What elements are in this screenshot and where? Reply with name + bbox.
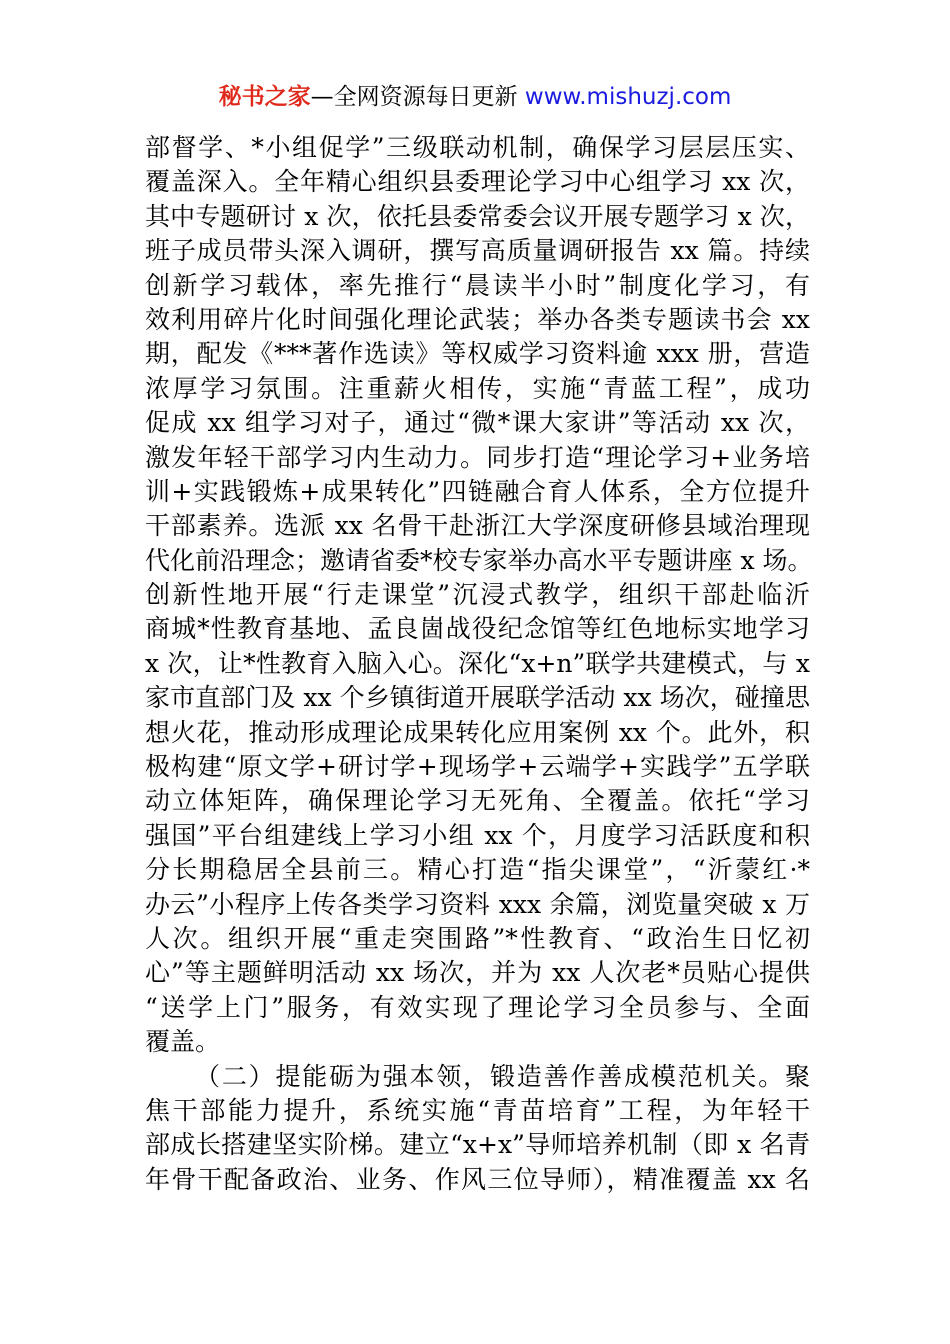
text-line: 动立体矩阵，确保理论学习无死角、全覆盖。依托“学习 (145, 786, 810, 816)
brand-name: 秘书之家 (218, 84, 311, 110)
page-header (0, 80, 950, 114)
site-url-link[interactable]: www.mishuzj.com (524, 84, 732, 110)
text-line: 班子成员带头深入调研，撰写高质量调研报告 xx 篇。持续 (145, 236, 810, 266)
text-line: 覆盖深入。全年精心组织县委理论学习中心组学习 xx 次， (145, 167, 810, 197)
text-line: 部成长搭建坚实阶梯。建立“x+x”导师培养机制（即 x 名青 (145, 1130, 810, 1160)
text-line: 创新性地开展“行走课堂”沉浸式教学，组织干部赴临沂 (145, 580, 810, 610)
header-tagline: —全网资源每日更新 (310, 84, 525, 110)
text-line: 年骨干配备政治、业务、作风三位导师），精准覆盖 xx 名 (145, 1164, 810, 1194)
text-line: 家市直部门及 xx 个乡镇街道开展联学活动 xx 场次，碰撞思 (145, 683, 810, 713)
text-line: 人次。组织开展“重走突围路”*性教育、“政治生日忆初 (145, 923, 810, 953)
text-line: 心”等主题鲜明活动 xx 场次，并为 xx 人次老*员贴心提供 (145, 958, 810, 988)
text-line: 代化前沿理念；邀请省委*校专家举办高水平专题讲座 x 场。 (145, 545, 813, 575)
text-line: 期，配发《***著作选读》等权威学习资料逾 xxx 册，营造 (145, 339, 810, 369)
section-heading-line: （二）提能砺为强本领，锻造善作善成模范机关。聚 (195, 1061, 810, 1091)
document-body (145, 131, 813, 1197)
text-line: 效利用碎片化时间强化理论武装；举办各类专题读书会 xx (145, 304, 810, 334)
text-line: 极构建“原文学+研讨学+现场学+云端学+实践学”五学联 (145, 752, 810, 782)
text-line: 激发年轻干部学习内生动力。同步打造“理论学习+业务培 (145, 442, 810, 472)
text-line: 干部素养。选派 xx 名骨干赴浙江大学深度研修县域治理现 (145, 511, 810, 541)
text-line: 其中专题研讨 x 次，依托县委常委会议开展专题学习 x 次， (145, 201, 810, 231)
paragraph-end-line: 覆盖。 (145, 1027, 221, 1057)
text-line: 促成 xx 组学习对子，通过“微*课大家讲”等活动 xx 次， (145, 408, 810, 438)
text-line: 商城*性教育基地、孟良崮战役纪念馆等红色地标实地学习 (145, 614, 810, 644)
text-line: 分长期稳居全县前三。精心打造“指尖课堂”，“沂蒙红·* (145, 855, 810, 885)
text-line: 浓厚学习氛围。注重薪火相传，实施“青蓝工程”，成功 (145, 373, 810, 403)
text-line: 焦干部能力提升，系统实施“青苗培育”工程，为年轻干 (145, 1095, 810, 1125)
text-line: 训+实践锻炼+成果转化”四链融合育人体系，全方位提升 (145, 476, 810, 506)
text-line: 想火花，推动形成理论成果转化应用案例 xx 个。此外，积 (145, 717, 810, 747)
text-line: 部督学、*小组促学”三级联动机制，确保学习层层压实、 (145, 133, 810, 162)
text-line: 办云”小程序上传各类学习资料 xxx 余篇，浏览量突破 x 万 (145, 889, 810, 919)
text-line: x 次，让*性教育入脑入心。深化“x+n”联学共建模式，与 x (145, 648, 810, 678)
text-line: “送学上门”服务，有效实现了理论学习全员参与、全面 (145, 992, 810, 1022)
text-line: 强国”平台组建线上学习小组 xx 个，月度学习活跃度和积 (145, 820, 810, 850)
text-line: 创新学习载体，率先推行“晨读半小时”制度化学习，有 (145, 270, 810, 300)
